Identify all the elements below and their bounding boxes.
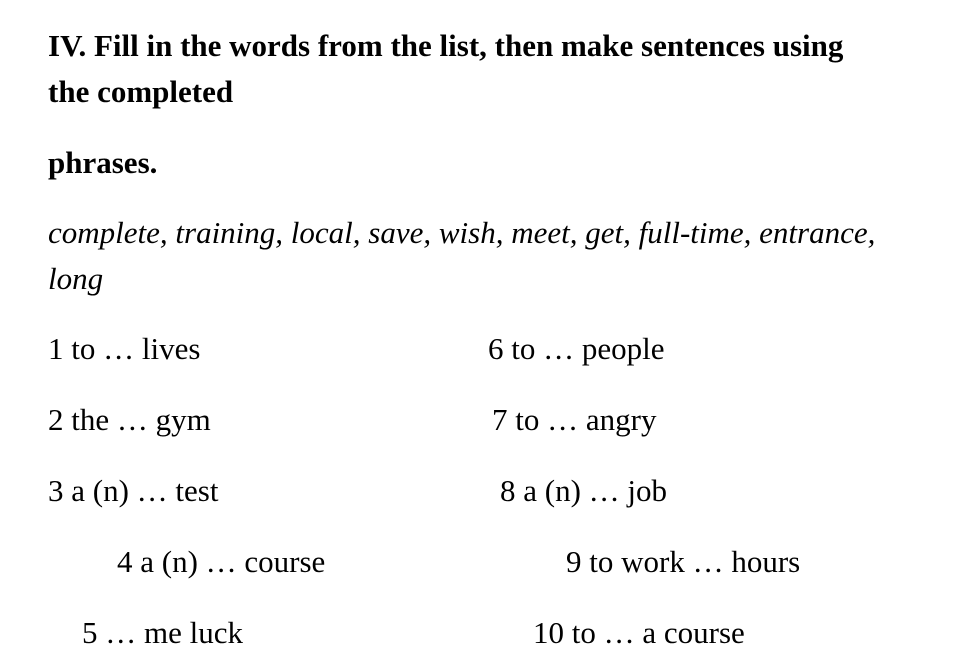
phrase-item-6: 6 to … people [488, 331, 665, 366]
phrase-item-2: 2 the … gym [48, 402, 211, 437]
word-list-line-2: long [48, 261, 104, 296]
phrase-item-7: 7 to … angry [492, 402, 657, 437]
phrase-item-5: 5 … me luck [82, 615, 243, 650]
phrase-item-1: 1 to … lives [48, 331, 201, 366]
heading-line-3: phrases. [48, 145, 158, 180]
phrase-item-3: 3 a (n) … test [48, 473, 219, 508]
heading-line-1: IV. Fill in the words from the list, then make sentences using [48, 28, 844, 63]
heading-line-2: the completed [48, 74, 234, 109]
phrase-item-8: 8 a (n) … job [500, 473, 668, 508]
phrase-item-4: 4 a (n) … course [117, 544, 326, 579]
phrase-item-9: 9 to work … hours [566, 544, 801, 579]
word-list-line-1: complete, training, local, save, wish, meet, get, full-time, entrance, [48, 215, 876, 250]
phrase-item-10: 10 to … a course [533, 615, 745, 650]
